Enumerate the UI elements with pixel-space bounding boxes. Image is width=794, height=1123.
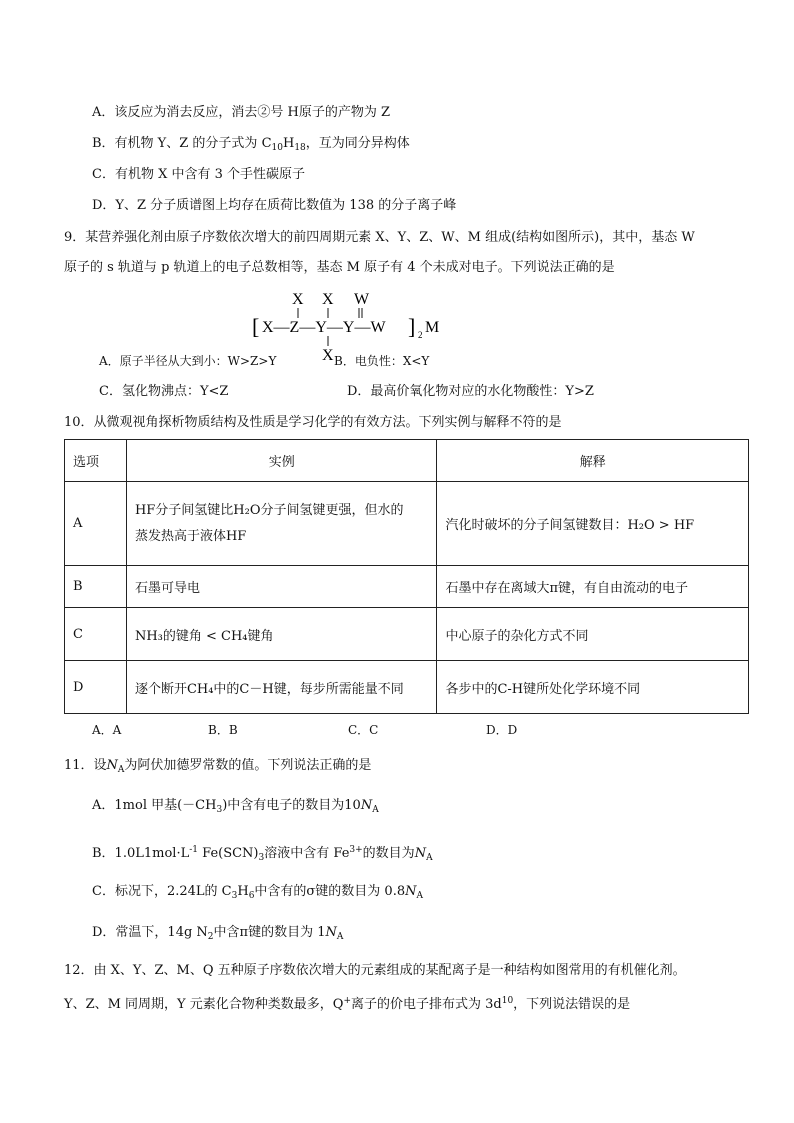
structure-subscript: 2	[418, 330, 423, 340]
q8-b-post: ，互为同分异构体	[305, 136, 410, 151]
q8-b-mid: H	[282, 136, 295, 151]
row-a-option: A	[65, 482, 127, 566]
row-a-reason: 汽化时破坏的分子间氢键数目：H₂O > HF	[437, 482, 749, 566]
q11-c-post: 中含有的σ键的数目为 0.8	[254, 884, 406, 899]
q12-line2-post: ，下列说法错误的是	[513, 997, 631, 1012]
q11-stem-a: A	[117, 765, 125, 775]
header-example: 实例	[126, 440, 437, 482]
table-row	[65, 608, 749, 661]
q12-stem-line1: 12．由 X、Y、Z、M、Q 五种原子序数依次增大的元素组成的某配离子是一种结构如图常用的有机催化剂。	[64, 963, 686, 978]
q11-option-b	[92, 841, 433, 867]
q9-option-d: D．最高价氧化物对应的水化物酸性：Y>Z	[347, 384, 594, 399]
q10-table	[64, 439, 749, 714]
row-b-example: 石墨可导电	[126, 566, 437, 608]
q11-b-sup: -1	[189, 845, 198, 855]
row-c-option: C	[65, 608, 127, 661]
q10-answer-d: D．D	[486, 723, 518, 737]
q8-option-a: A．该反应为消去反应，消去②号 H原子的产物为 Z	[92, 105, 391, 120]
q9-option-c: C．氢化物沸点：Y<Z	[99, 384, 229, 399]
row-a-example	[126, 482, 437, 566]
structure-chain: X—Z—Y—Y—W	[262, 319, 386, 336]
row-b-option: B	[65, 566, 127, 608]
q12-line2-pre: Y、Z、M 同周期，Y 元素化合物种类数最多，Q	[64, 997, 344, 1012]
q11-b-sub-a: A	[426, 853, 433, 863]
q11-option-d	[92, 924, 343, 946]
q10-answer-c: C．C	[348, 723, 379, 737]
row-d-reason: 各步中的C-H键所处化学环境不同	[437, 661, 749, 714]
q9-option-a: A．原子半径从大到小：W>Z>Y	[99, 354, 277, 368]
q11-c-sub1: 3	[231, 891, 238, 901]
q11-a-pre: A．1mol 甲基(－CH	[92, 798, 217, 813]
q12-stem-line2	[64, 992, 630, 1014]
q11-b-post: 的数目为	[362, 846, 415, 861]
q8-option-d: D．Y、Z 分子质谱图上均存在质荷比数值为 138 的分子离子峰	[92, 198, 457, 213]
structure-top-x2: X	[322, 291, 334, 308]
row-b-reason: 石墨中存在离域大π键，有自由流动的电子	[437, 566, 749, 608]
q11-stem-post: 为阿伏加德罗常数的值。下列说法正确的是	[124, 758, 372, 773]
q10-answer-b: B．B	[208, 723, 238, 737]
q11-d-post: 中含π键的数目为 1	[213, 925, 326, 940]
table-row	[65, 661, 749, 714]
q11-b-pre: B．1.0L1mol·L	[92, 846, 190, 861]
structure-metal: M	[425, 319, 440, 336]
q11-c-sub-a: A	[416, 891, 423, 901]
structure-top-x1: X	[292, 291, 304, 308]
row-a-example-l1: HF分子间氢键比H₂O分子间氢键更强，但水的	[134, 502, 404, 518]
header-reason: 解释	[437, 440, 749, 482]
q11-option-a	[92, 797, 379, 819]
q11-b-sup2: 3+	[349, 845, 363, 855]
q8-b-text: B．有机物 Y、Z 的分子式为 C	[92, 136, 272, 151]
q11-d-sub-a: A	[336, 932, 344, 942]
header-option: 选项	[65, 440, 127, 482]
q8-option-b	[92, 135, 410, 157]
q11-a-sub: 3	[216, 805, 223, 815]
q11-d-n: N	[325, 925, 337, 940]
q11-c-pre: C．标况下，2.24L的 C	[92, 884, 232, 899]
q11-b-n: N	[414, 846, 427, 861]
q9-stem-line2: 原子的 s 轨道与 p 轨道上的电子总数相等，基态 M 原子有 4 个未成对电子。下列说法正确的是	[64, 260, 615, 275]
row-c-reason: 中心原子的杂化方式不同	[437, 608, 749, 661]
structure-top-w: W	[354, 291, 370, 308]
structure-bottom-x: X	[322, 347, 334, 362]
q11-a-post: )中含有电子的数目为10	[222, 798, 361, 813]
q9-structure-diagram	[250, 288, 450, 362]
row-d-option: D	[65, 661, 127, 714]
q12-line2-sup2: 10	[501, 996, 514, 1006]
structure-bracket-right: ]	[408, 314, 416, 339]
q11-stem-n: N	[106, 758, 118, 773]
q11-a-n: N	[360, 798, 373, 813]
q11-a-sub-a: A	[372, 805, 379, 815]
q11-stem	[64, 757, 371, 779]
structure-bracket-left: [	[252, 314, 260, 339]
q11-c-n: N	[405, 884, 417, 899]
q11-b-sub: 3	[258, 853, 265, 863]
q12-line2-mid: 离子的价电子排布式为 3d	[350, 997, 502, 1012]
q11-b-mid: Fe(SCN)	[198, 846, 259, 861]
q12-line2-sup: +	[343, 996, 351, 1006]
q8-option-c: C．有机物 X 中含有 3 个手性碳原子	[92, 167, 306, 182]
q11-b-mid2: 溶液中含有 Fe	[264, 846, 350, 861]
q11-d-pre: D．常温下，14g N	[92, 925, 208, 940]
q10-answer-a: A．A	[92, 723, 122, 737]
q11-d-sub: 2	[207, 932, 214, 942]
q11-c-mid: H	[237, 884, 249, 899]
table-row	[65, 566, 749, 608]
row-c-example: NH₃的键角 < CH₄键角	[126, 608, 437, 661]
q11-option-c	[92, 883, 423, 905]
q9-option-b: B．电负性：X<Y	[334, 354, 430, 368]
q10-stem: 10．从微观视角探析物质结构及性质是学习化学的有效方法。下列实例与解释不符的是	[64, 415, 562, 430]
q8-b-sub2: 18	[294, 143, 306, 153]
table-row	[65, 482, 749, 566]
table-header-row	[65, 440, 749, 482]
q11-c-sub2: 6	[248, 891, 255, 901]
row-a-example-l2: 蒸发热高于液体HF	[134, 528, 247, 544]
row-d-example: 逐个断开CH₄中的C－H键，每步所需能量不同	[126, 661, 437, 714]
q11-stem-pre: 11．设	[64, 758, 107, 773]
q9-stem-line1: 9．某营养强化剂由原子序数依次增大的前四周期元素 X、Y、Z、W、M 组成(结构如图所示)，其中，基态 W	[64, 230, 695, 245]
q8-b-sub1: 10	[271, 143, 283, 153]
